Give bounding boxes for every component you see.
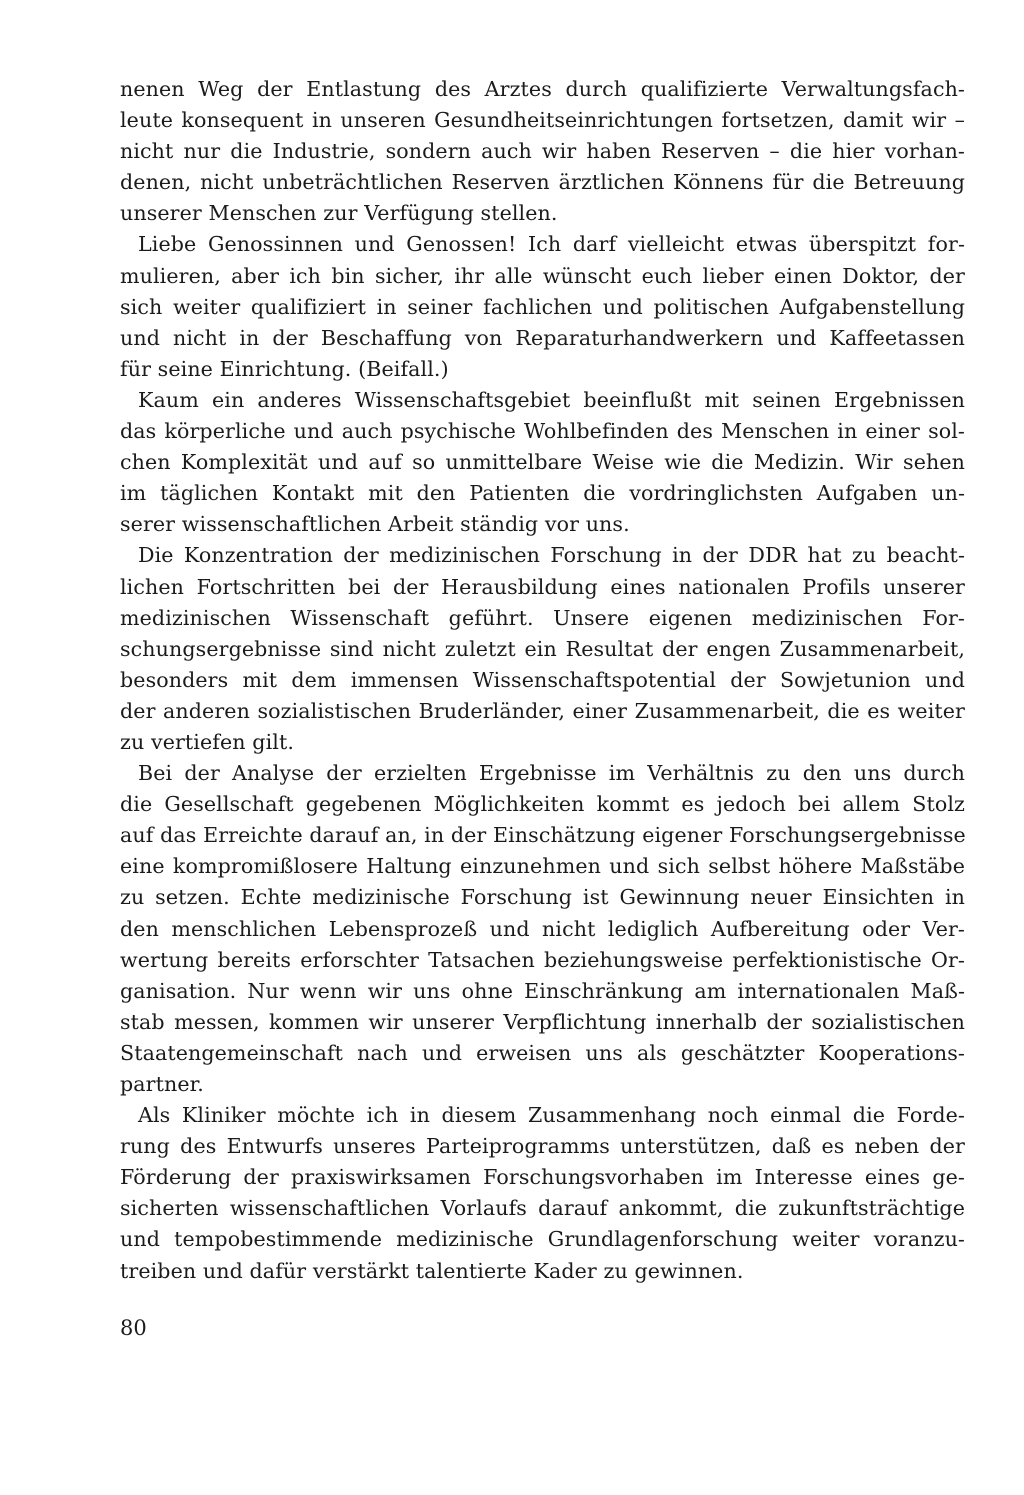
text-line: das körperliche und auch psychische Wohlbefinden des Menschen in einer sol- (120, 419, 965, 444)
text-line: medizinischen Wissenschaft geführt. Unsere eigenen medizinischen For- (120, 605, 965, 630)
text-line: im täglichen Kontakt mit den Patienten die vordringlichsten Aufgaben un- (120, 481, 965, 506)
text-line: treiben und dafür verstärkt talentierte Kader zu gewinnen. (120, 1258, 744, 1283)
text-line: der anderen sozialistischen Bruderländer, einer Zusammenarbeit, die es weiter (120, 698, 965, 723)
text-line: Staatengemeinschaft nach und erweisen uns als geschätzter Kooperations- (120, 1040, 965, 1065)
text-line: mulieren, aber ich bin sicher, ihr alle wünscht euch lieber einen Doktor, der (120, 263, 965, 288)
text-line: auf das Erreichte darauf an, in der Einschätzung eigener Forschungsergebnisse (120, 823, 966, 848)
text-line: rung des Entwurfs unseres Parteiprogramms unterstützen, daß es neben der (120, 1134, 965, 1159)
text-line: besonders mit dem immensen Wissenschaftspotential der Sowjetunion und (120, 667, 965, 692)
text-line: leute konsequent in unseren Gesundheitseinrichtungen fortsetzen, damit wir – (120, 108, 965, 133)
text-line: partner. (120, 1072, 204, 1096)
text-line: chen Komplexität und auf so unmittelbare Weise wie die Medizin. Wir sehen (120, 450, 965, 475)
text-line: schungsergebnisse sind nicht zuletzt ein Resultat der engen Zusammenarbeit, (120, 636, 965, 661)
text-line: und tempobestimmende medizinische Grundlagenforschung weiter voranzu- (120, 1227, 965, 1252)
text-line: für seine Einrichtung. (Beifall.) (120, 356, 449, 381)
text-line: sicherten wissenschaftlichen Vorlaufs darauf ankommt, die zukunftsträchtige (120, 1196, 965, 1221)
text-line: sich weiter qualifiziert in seiner fachlichen und politischen Aufgabenstellung (120, 294, 965, 319)
text-line: zu vertiefen gilt. (120, 729, 294, 754)
text-line: Als Kliniker möchte ich in diesem Zusammenhang noch einmal die Forde- (138, 1103, 965, 1128)
text-line: denen, nicht unbeträchtlichen Reserven ärztlichen Könnens für die Betreuung (120, 170, 965, 195)
text-line: stab messen, kommen wir unserer Verpflichtung innerhalb der sozialistischen (120, 1009, 965, 1034)
text-line: den menschlichen Lebensprozeß und nicht lediglich Aufbereitung oder Ver- (120, 916, 965, 941)
text-line: Kaum ein anderes Wissenschaftsgebiet beeinflußt mit seinen Ergebnissen (138, 387, 965, 412)
page-number: 80 (120, 1316, 147, 1340)
text-line: die Gesellschaft gegebenen Möglichkeiten kommt es jedoch bei allem Stolz (120, 792, 965, 817)
text-line: Bei der Analyse der erzielten Ergebnisse im Verhältnis zu den uns durch (138, 761, 965, 786)
text-line: serer wissenschaftlichen Arbeit ständig vor uns. (120, 512, 630, 537)
text-line: zu setzen. Echte medizinische Forschung ist Gewinnung neuer Einsichten in (120, 885, 965, 910)
text-line: ganisation. Nur wenn wir uns ohne Einschränkung am internationalen Maß- (120, 978, 965, 1003)
text-line: unserer Menschen zur Verfügung stellen. (120, 201, 558, 226)
text-line: wertung bereits erforschter Tatsachen beziehungsweise perfektionistische Or- (120, 947, 965, 972)
text-line: Die Konzentration der medizinischen Forschung in der DDR hat zu beacht- (138, 543, 965, 568)
body-text (120, 74, 965, 1287)
text-line: eine kompromißlosere Haltung einzunehmen und sich selbst höhere Maßstäbe (120, 854, 965, 879)
text-line: lichen Fortschritten bei der Herausbildung eines nationalen Profils unserer (120, 574, 965, 599)
text-line: Förderung der praxiswirksamen Forschungsvorhaben im Interesse eines ge- (120, 1165, 965, 1190)
text-line: und nicht in der Beschaffung von Reparaturhandwerkern und Kaffeetassen (120, 325, 965, 350)
text-line: nenen Weg der Entlastung des Arztes durch qualifizierte Verwaltungsfach- (120, 77, 965, 101)
text-line: Liebe Genossinnen und Genossen! Ich darf vielleicht etwas überspitzt for- (138, 232, 965, 257)
text-line: nicht nur die Industrie, sondern auch wir haben Reserven – die hier vorhan- (120, 139, 965, 164)
